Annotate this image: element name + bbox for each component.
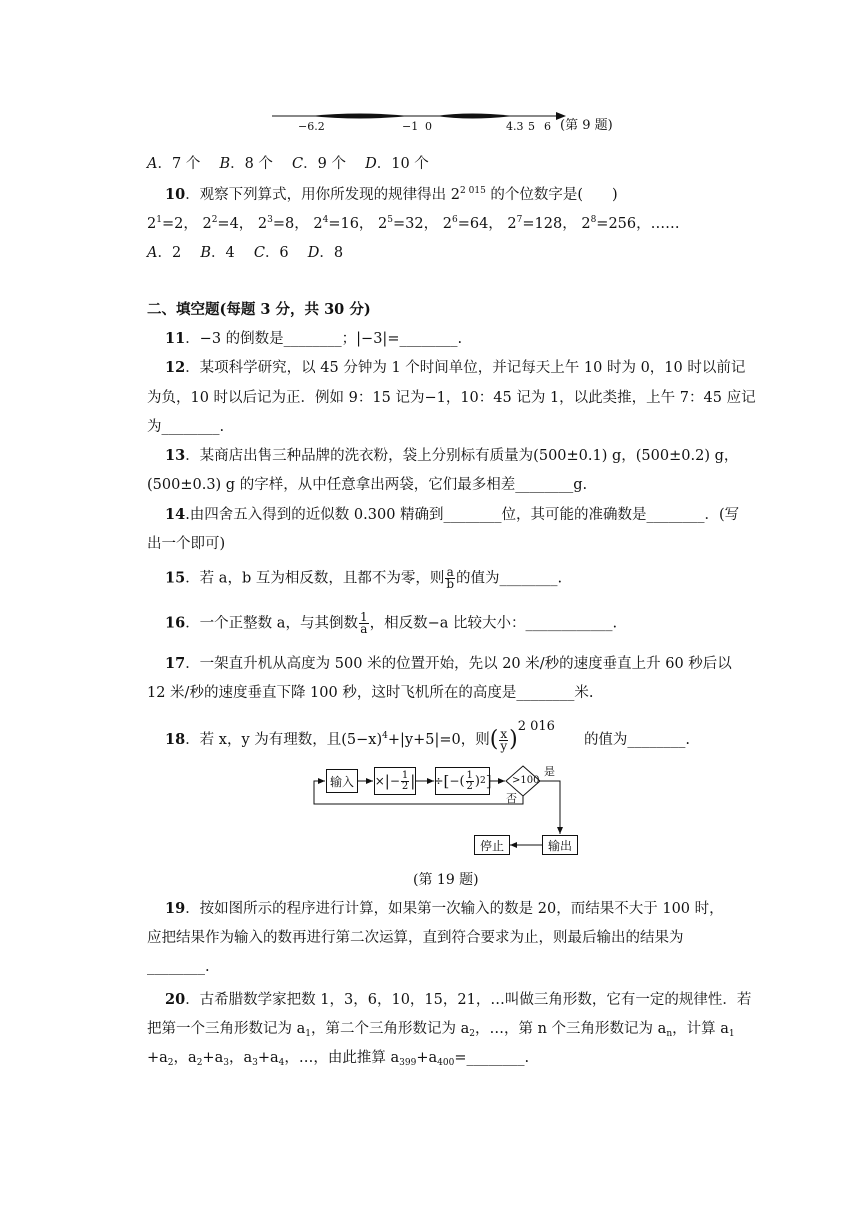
base: 2 bbox=[257, 216, 268, 232]
tick-label: 4.3 bbox=[506, 120, 524, 133]
question-number: 13 bbox=[165, 447, 186, 464]
question-number: 14 bbox=[165, 506, 186, 523]
q14-line2: 出一个即可) bbox=[147, 536, 226, 552]
option-letter: D bbox=[307, 245, 320, 261]
numerator: x bbox=[500, 726, 508, 741]
exponent: 1 bbox=[156, 215, 162, 225]
tick-label: 6 bbox=[544, 120, 551, 133]
exponent: 2 016 bbox=[517, 719, 555, 734]
question-text: ．某商店出售三种品牌的洗衣粉，袋上分别标有质量为(500±0.1) g，(500±0.2) g， bbox=[185, 448, 739, 464]
exponent: 4 bbox=[382, 731, 388, 741]
option-letter: A bbox=[147, 245, 158, 261]
fraction bbox=[466, 771, 474, 792]
subscript: 2 bbox=[196, 1058, 203, 1068]
exponent: 6 bbox=[451, 215, 458, 225]
left-paren: ( bbox=[489, 727, 499, 752]
divide-box: ÷ [ − ( $\frac{1}{2}$ ) 2 ] bbox=[435, 767, 490, 795]
question-text: ．某项科学研究，以 45 分钟为 1 个时间单位，并记每天上午 10 时为 0，10 时以前记 bbox=[185, 360, 746, 376]
output-box: 输出 bbox=[542, 835, 578, 855]
question-text: ．−3 的倒数是________；|−3|=________. bbox=[185, 331, 463, 347]
numerator: a bbox=[446, 565, 454, 579]
minus-sign: − bbox=[449, 774, 460, 788]
input-box: 输入 bbox=[326, 769, 358, 793]
option-letter: B bbox=[219, 156, 231, 172]
q12-line3: 为________. bbox=[147, 419, 225, 435]
text: +a bbox=[416, 1050, 438, 1066]
flowchart bbox=[310, 762, 590, 862]
q16 bbox=[165, 612, 617, 635]
q9-options bbox=[147, 154, 429, 174]
subscript: 2 bbox=[167, 1058, 174, 1068]
subscript: 3 bbox=[252, 1058, 258, 1068]
denominator: a bbox=[360, 622, 368, 636]
base: 2 bbox=[581, 216, 591, 232]
q19-line2: 应把结果作为输入的数再进行第二次运算，直到符合要求为止，则最后输出的结果为 bbox=[147, 930, 684, 946]
value: =16， bbox=[328, 216, 374, 232]
section-heading: 二、填空题(每题 3 分，共 30 分) bbox=[147, 301, 371, 318]
subscript: n bbox=[666, 1029, 673, 1039]
text: ，a bbox=[228, 1050, 253, 1066]
question-number: 18 bbox=[165, 731, 186, 748]
no-label: 否 bbox=[506, 792, 517, 805]
condition-label: >100 bbox=[512, 775, 540, 786]
q20-line3 bbox=[147, 1048, 529, 1068]
subscript: 1 bbox=[728, 1029, 735, 1039]
figure-caption: (第 19 题) bbox=[413, 872, 479, 888]
question-text: +|y+5|=0，则 bbox=[387, 732, 490, 748]
base: 2 bbox=[507, 216, 517, 232]
option-letter: D bbox=[365, 156, 377, 172]
base: 2 bbox=[442, 216, 452, 232]
question-number: 11 bbox=[165, 330, 186, 347]
number-line-figure bbox=[270, 108, 630, 138]
subscript: 2 bbox=[469, 1029, 475, 1039]
stop-box: 停止 bbox=[474, 835, 510, 855]
question-text: ．若 x，y 为有理数，且(5−x) bbox=[185, 732, 383, 748]
base: 2 bbox=[313, 216, 323, 232]
question-number: 15 bbox=[165, 569, 186, 587]
q15 bbox=[165, 567, 562, 590]
option-text: ．7 个 bbox=[157, 156, 201, 172]
denominator: 2 bbox=[401, 780, 409, 792]
q12-line2: 为负，10 时以后记为正．例如 9：15 记为−1，10：45 记为 1，以此类推，上午 7：45 应记 bbox=[147, 390, 756, 406]
base: 2 bbox=[378, 216, 388, 232]
q17-line2: 12 米/秒的速度垂直下降 100 秒，这时飞机所在的高度是________米. bbox=[147, 685, 594, 701]
text: ，…，第 n 个三角形数记为 a bbox=[475, 1021, 667, 1037]
question-number: 12 bbox=[165, 359, 186, 376]
numerator: 1 bbox=[401, 769, 409, 781]
question-number: 19 bbox=[165, 900, 186, 917]
option-text: ．4 bbox=[210, 245, 235, 261]
exponent: 7 bbox=[516, 215, 523, 225]
question-number: 20 bbox=[165, 991, 186, 1008]
option-letter: A bbox=[147, 156, 158, 172]
text: ，a bbox=[173, 1050, 197, 1066]
text: 把第一个三角形数记为 a bbox=[147, 1021, 306, 1037]
question-text: ．观察下列算式，用你所发现的规律得出 2 bbox=[185, 187, 461, 203]
base: 2 bbox=[202, 216, 212, 232]
bracket: ] bbox=[485, 772, 492, 790]
q18 bbox=[165, 719, 691, 753]
question-number: 16 bbox=[165, 614, 186, 632]
option-text: ．9 个 bbox=[303, 156, 346, 172]
tick-label: −1 bbox=[402, 120, 419, 133]
divide-sign: ÷ bbox=[433, 774, 444, 788]
denominator: 2 bbox=[466, 780, 473, 792]
paren: ) bbox=[474, 773, 480, 789]
value: =64， bbox=[457, 216, 503, 232]
minus-sign: − bbox=[389, 774, 400, 788]
q14-line1 bbox=[165, 505, 739, 525]
exponent: 5 bbox=[387, 215, 394, 225]
tick-label: 0 bbox=[425, 120, 432, 133]
question-text: ，相反数−a 比较大小：____________. bbox=[369, 615, 618, 632]
option-text: ．8 bbox=[319, 245, 344, 261]
figure-caption: (第 9 题) bbox=[560, 118, 613, 133]
q17-line1 bbox=[165, 654, 732, 674]
q19-line1 bbox=[165, 899, 724, 919]
exponent: 3 bbox=[267, 215, 273, 225]
question-text: .由四舍五入得到的近似数 0.300 精确到________位，其可能的准确数是________．(写 bbox=[185, 507, 740, 523]
value: =2， bbox=[161, 216, 198, 232]
denominator: b bbox=[446, 577, 455, 591]
question-text: 的值为________. bbox=[456, 570, 563, 587]
bracket: [ bbox=[443, 772, 450, 790]
value: =256，…… bbox=[596, 216, 680, 232]
value: =32， bbox=[393, 216, 439, 232]
text: ，第二个三角形数记为 a bbox=[311, 1021, 470, 1037]
q10-stem bbox=[165, 185, 618, 205]
option-letter: B bbox=[200, 245, 211, 261]
option-letter: C bbox=[292, 156, 304, 172]
numerator: 1 bbox=[466, 769, 473, 781]
question-text: ．按如图所示的程序进行计算，如果第一次输入的数是 20，而结果不大于 100 时， bbox=[185, 901, 724, 917]
q19-line3: ________. bbox=[147, 959, 210, 975]
subscript: 400 bbox=[437, 1058, 455, 1068]
q13-line1 bbox=[165, 446, 738, 466]
subscript: 4 bbox=[278, 1058, 285, 1068]
yes-label: 是 bbox=[544, 765, 555, 778]
exponent: 4 bbox=[322, 215, 329, 225]
abs-bar: | bbox=[384, 772, 390, 790]
exponent: 8 bbox=[590, 215, 597, 225]
question-text: 的个位数字是( ) bbox=[485, 187, 618, 203]
fraction bbox=[401, 771, 409, 792]
tick-label: 5 bbox=[528, 120, 535, 133]
value: =128， bbox=[522, 216, 577, 232]
question-number: 10 bbox=[165, 186, 186, 203]
text: +a bbox=[257, 1050, 279, 1066]
text: =________. bbox=[454, 1050, 530, 1066]
q13-line2: (500±0.3) g 的字样，从中任意拿出两袋，它们最多相差________g. bbox=[147, 477, 588, 493]
question-text: 的值为________. bbox=[583, 732, 691, 748]
text: ，…，由此推算 a bbox=[284, 1050, 400, 1066]
tick-label: −6.2 bbox=[298, 120, 325, 133]
subscript: 1 bbox=[305, 1029, 311, 1039]
fraction bbox=[499, 726, 508, 753]
option-text: ．2 bbox=[157, 245, 182, 261]
numerator: 1 bbox=[359, 610, 368, 624]
multiply-box bbox=[374, 767, 416, 795]
exponent: 2 015 bbox=[460, 186, 486, 196]
text: +a bbox=[202, 1050, 224, 1066]
exponent: 2 bbox=[211, 215, 218, 225]
abs-bar: | bbox=[410, 772, 416, 790]
fraction bbox=[445, 567, 455, 590]
option-letter: C bbox=[253, 245, 265, 261]
text: ，计算 a bbox=[672, 1021, 729, 1037]
question-text: ．古希腊数学家把数 1，3，6，10，15，21，…叫做三角形数，它有一定的规律性．若 bbox=[185, 992, 752, 1008]
q11 bbox=[165, 329, 462, 349]
q10-sequence bbox=[147, 214, 680, 234]
q10-options bbox=[147, 243, 343, 263]
fraction bbox=[359, 612, 369, 635]
right-paren: ) bbox=[509, 727, 518, 752]
option-text: ．10 个 bbox=[376, 156, 429, 172]
text: +a bbox=[147, 1050, 168, 1066]
option-text: ．6 bbox=[264, 245, 289, 261]
q20-line2 bbox=[147, 1019, 735, 1039]
subscript: 399 bbox=[399, 1058, 417, 1068]
question-text: ．一架直升机从高度为 500 米的位置开始，先以 20 米/秒的速度垂直上升 60 秒后以 bbox=[185, 656, 732, 672]
q20-line1 bbox=[165, 990, 751, 1010]
question-number: 17 bbox=[165, 655, 186, 672]
q12-line1 bbox=[165, 358, 745, 378]
value: =4， bbox=[217, 216, 254, 232]
paren: ( bbox=[459, 773, 465, 789]
option-text: ．8 个 bbox=[230, 156, 273, 172]
value: =8， bbox=[272, 216, 309, 232]
times-sign: × bbox=[374, 774, 385, 788]
question-text: ．一个正整数 a，与其倒数 bbox=[185, 615, 358, 632]
denominator: y bbox=[500, 738, 508, 753]
subscript: 3 bbox=[223, 1058, 229, 1068]
question-text: ．若 a，b 互为相反数，且都不为零，则 bbox=[185, 570, 445, 587]
base: 2 bbox=[147, 216, 157, 232]
